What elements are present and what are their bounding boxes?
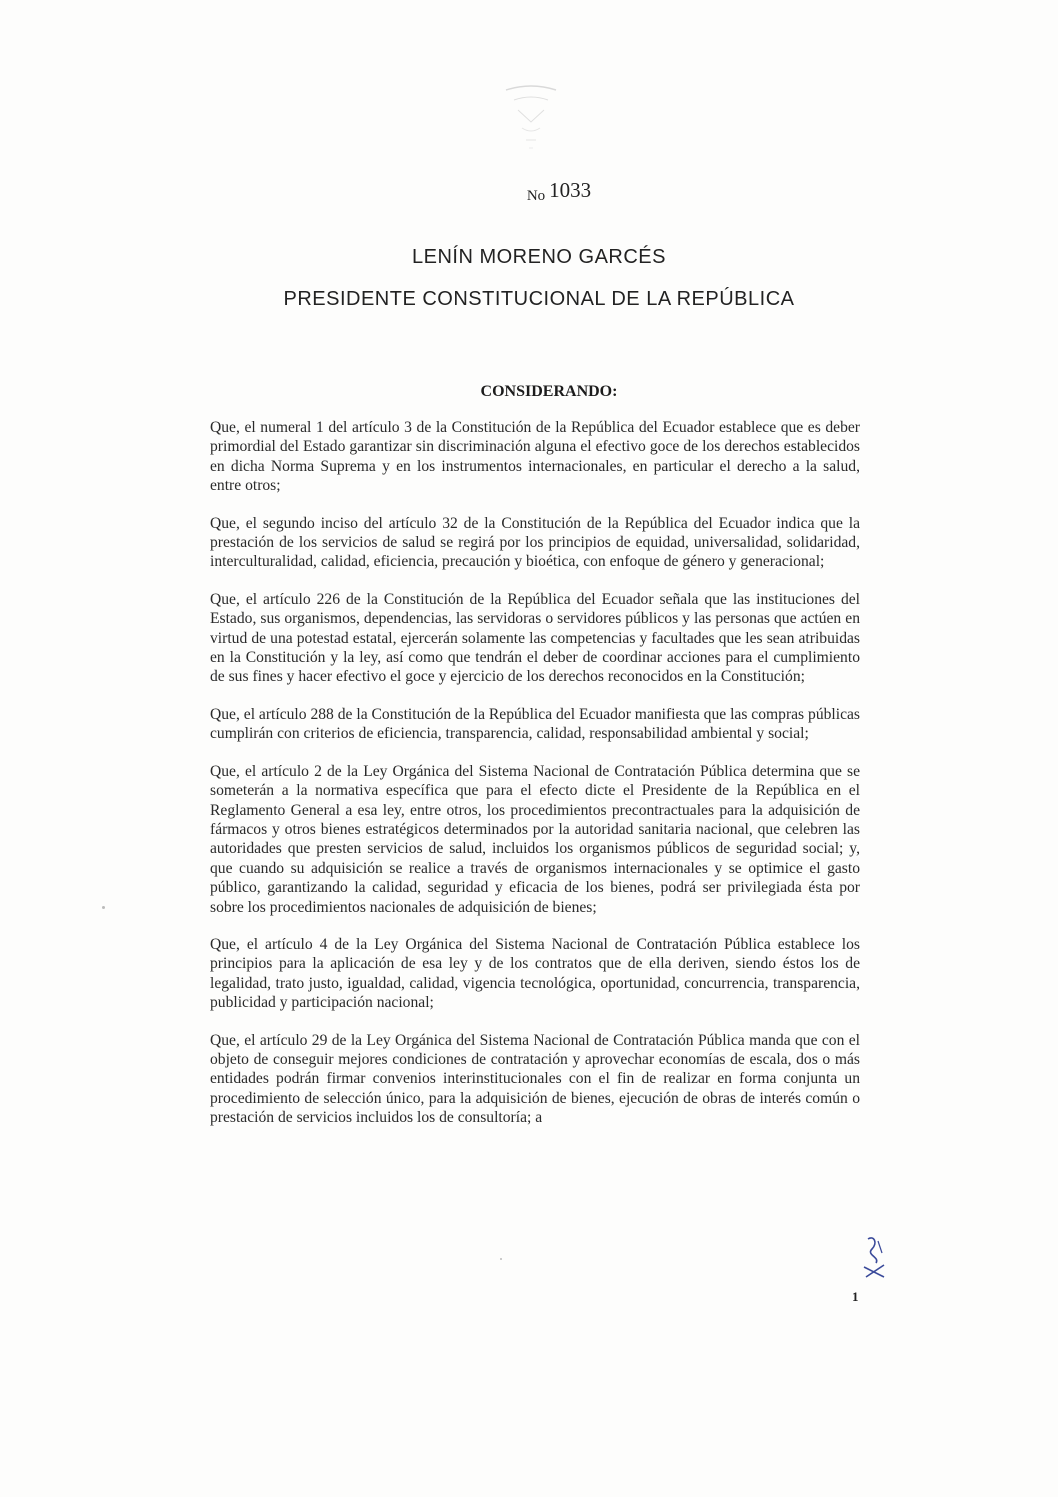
paragraph: Que, el artículo 226 de la Constitución de la República del Ecuador señala que las instituciones del Estado, sus organismos, dependencias, las servidoras o servidores públicos y las personas que actúen en virtud de una potestad estatal, ejercerán solamente las competencias y facultades que les sean atribuidas en la Constitución y la ley, así como que tendrán el deber de coordinar acciones para el cumplimiento de sus fines y hacer efectivo el goce y ejercicio de los derechos reconocidos en la Constitución; bbox=[210, 590, 860, 686]
president-title: PRESIDENTE CONSTITUCIONAL DE LA REPÚBLICA bbox=[283, 288, 795, 310]
decree-number bbox=[0, 178, 1058, 203]
paragraph: Que, el artículo 4 de la Ley Orgánica del Sistema Nacional de Contratación Pública establece los principios para la aplicación de esa ley y de los contratos que de ella deriven, siendo éstos los de legalidad, trato justo, igualdad, calidad, vigencia tecnológica, oportunidad, concurrencia, transparencia, publicidad y participación nacional; bbox=[210, 935, 860, 1012]
decree-body bbox=[210, 418, 860, 1146]
scan-speck bbox=[102, 906, 105, 909]
paragraph: Que, el numeral 1 del artículo 3 de la Constitución de la República del Ecuador establece que es deber primordial del Estado garantizar sin discriminación alguna el efectivo goce de los derechos establecidos en dicha Norma Suprema y en los instrumentos internacionales, en particular el derecho a la salud, entre otros; bbox=[210, 419, 860, 495]
president-name: LENÍN MORENO GARCÉS bbox=[412, 246, 666, 268]
coat-of-arms-icon bbox=[496, 78, 566, 158]
section-heading: CONSIDERANDO: bbox=[480, 383, 618, 400]
page-number: 1 bbox=[852, 1289, 859, 1304]
handwritten-initials-icon bbox=[860, 1233, 890, 1279]
decree-number-prefix: No bbox=[526, 188, 546, 204]
paragraph: Que, el artículo 2 de la Ley Orgánica del Sistema Nacional de Contratación Pública determina que se someterán a la normativa específica que para el efecto dicte el Presidente de la República en el Reglamento General a esa ley, entre otros, los procedimientos precontractuales para la adquisición de fármacos y otros bienes estratégicos determinados por la autoridad sanitaria nacional, que celebren las autoridades que presten servicios de salud, incluidos los organismos públicos de seguridad social; y, que cuando su adquisición se realice a través de organismos internacionales y se optimice el gasto público, garantizando la calidad, seguridad y eficacia de los bienes, podrá ser privilegiada ésta por sobre los procedimientos nacionales de adquisición de bienes; bbox=[210, 762, 860, 916]
paragraph: Que, el artículo 288 de la Constitución de la República del Ecuador manifiesta que las compras públicas cumplirán con criterios de eficiencia, transparencia, calidad, responsabilidad ambiental y social; bbox=[210, 705, 860, 743]
scan-speck bbox=[500, 1258, 502, 1260]
paragraph: Que, el artículo 29 de la Ley Orgánica del Sistema Nacional de Contratación Pública manda que con el objeto de conseguir mejores condiciones de contratación y aprovechar economías de escala, dos o más entidades podrán firmar convenios interinstitucionales con el fin de realizar en forma conjunta un procedimiento de selección único, para la adquisición de bienes, ejecución de obras de interés común o prestación de servicios incluidos los de consultoría; a bbox=[210, 1031, 860, 1127]
paragraph: Que, el segundo inciso del artículo 32 de la Constitución de la República del Ecuador indica que la prestación de los servicios de salud se regirá por los principios de equidad, universalidad, solidaridad, interculturalidad, calidad, eficiencia, precaución y bioética, con enfoque de género y generacional; bbox=[210, 514, 860, 571]
decree-number-value: 1033 bbox=[549, 178, 592, 202]
